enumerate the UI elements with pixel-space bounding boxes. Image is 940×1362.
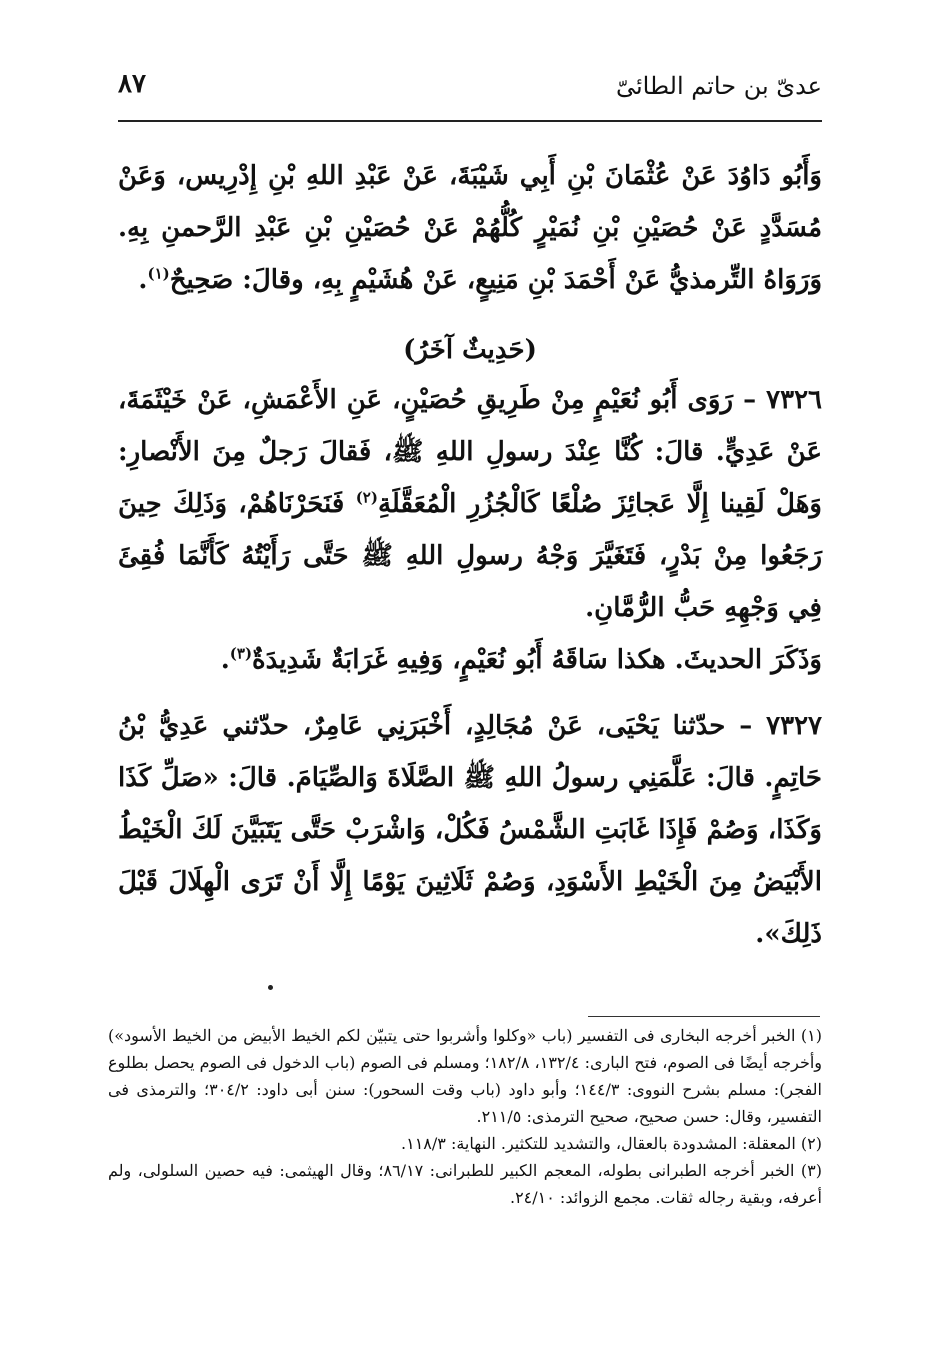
page-header xyxy=(118,58,822,122)
hadith-7327-text: ٧٣٢٧ – حدّثنا يَحْيَى، عَنْ مُجَالِدٍ، أَخْبَرَنِي عَامِرٌ، حدّثني عَدِيُّ بْنُ حَاتِمٍ. قالَ: عَلَّمَنِي رسولُ اللهِ ﷺ الصَّلَاةَ وَالصِّيَامَ. قالَ: «صَلِّ كَذَا وَكَذَا، وَصُمْ فَإِذَا غَابَتِ الشَّمْسُ فَكُلْ، وَاشْرَبْ حَتَّى يَتَبَيَّنَ لَكَ الْخَيْطُ الأَبْيَضُ مِنَ الْخَيْطِ الأَسْوَدِ، وَصُمْ ثَلَاثِينَ يَوْمًا إِلَّا أَنْ تَرَى الْهِلَالَ قَبْلَ ذَلِكَ». xyxy=(118,711,822,949)
footnote-2: (٢) المعقلة: المشدودة بالعقال، والتشديد للتكثير. النهاية: ١١٨/٣. xyxy=(401,1134,822,1153)
footnote-marker-2: (٢) xyxy=(355,488,378,507)
intro-paragraph: وَأَبُو دَاوُدَ عَنْ عُثْمَانَ بْنِ أَبِي شَيْبَةَ، عَنْ عَبْدِ اللهِ بْنِ إِدْرِيس، وَعَنْ مُسَدَّدٍ عَنْ حُصَيْنِ بْنِ نُمَيْرٍ كُلُّهُمْ عَنْ حُصَيْنِ بْنِ عَبْدِ الرَّحمنِ بِهِ. وَرَوَاهُ التِّرمذيُّ عَنْ أَحْمَدَ بْنِ مَنِيعٍ، عَنْ هُشَيْمٍ بِهِ، وقالَ: صَحِيحٌ$^{(١)}$. xyxy=(118,161,822,295)
running-title: عدىّ بن حاتم الطائىّ xyxy=(615,72,822,100)
footnote-marker-1: (١) xyxy=(147,264,170,283)
stray-dot xyxy=(268,985,273,990)
footnote-marker-3: (٣) xyxy=(229,644,253,663)
dhikr-text: وَذَكَرَ الحديثَ. هكذا سَاقَهُ أَبُو نُعَيْمٍ، وَفِيهِ غَرَابَةٌ شَدِيدَةٌ xyxy=(252,645,822,675)
hadith-7327 xyxy=(118,700,822,960)
hadith-7326-text: ٧٣٢٦ – رَوَى أَبُو نُعَيْمٍ مِنْ طَرِيقِ حُصَيْنٍ، عَنِ الأَعْمَشِ، عَنْ خَيْثَمَةَ، عَنْ عَدِيٍّ. قالَ: كُنَّا عِنْدَ رسولِ اللهِ ﷺ، فَقالَ رَجلٌ مِنَ الأَنْصارِ: وَهَلْ لَقِينا إِلَّا عَجائِزَ صُلْعًا كَالْجُزُرِ الْمُعَقَّلَةِ xyxy=(118,385,822,519)
main-text xyxy=(118,150,822,960)
footnote-3: (٣) الخبر أخرجه الطبرانى بطوله، المعجم الكبير للطبرانى: ٨٦/١٧؛ وقال الهيثمى: فيه حصين السلولى، ولم أعرفه، وبقية رجاله ثقات. مجمع الزوائد: ٢٤/١٠. xyxy=(108,1161,822,1207)
page-number: ٨٧ xyxy=(118,69,146,99)
hadith-7326 xyxy=(118,374,822,634)
footnote-divider xyxy=(588,1016,820,1017)
dhikr-line: وَذَكَرَ الحديثَ. هكذا سَاقَهُ أَبُو نُعَيْمٍ، وَفِيهِ غَرَابَةٌ شَدِيدَةٌ$^{(٣)}$. xyxy=(220,644,822,675)
footnotes xyxy=(108,1022,822,1211)
intro-text: وَأَبُو دَاوُدَ عَنْ عُثْمَانَ بْنِ أَبِي شَيْبَةَ، عَنْ عَبْدِ اللهِ بْنِ إِدْرِيس، وَعَنْ مُسَدَّدٍ عَنْ حُصَيْنِ بْنِ نُمَيْرٍ كُلُّهُمْ عَنْ حُصَيْنِ بْنِ عَبْدِ الرَّحمنِ بِهِ. وَرَوَاهُ التِّرمذيُّ عَنْ أَحْمَدَ بْنِ مَنِيعٍ، عَنْ هُشَيْمٍ بِهِ، وقالَ: صَحِيحٌ xyxy=(118,161,822,295)
hadith-7326-continuation: فَنَحَرْنَاهُمْ، وَذَلِكَ حِينَ رَجَعُوا مِنْ بَدْرٍ، فَتَغَيَّرَ وَجْهُ رسولِ اللهِ ﷺ حَتَّى رَأَيْتُهُ كَأَنَّمَا فُقِئَ فِي وَجْهِهِ حَبُّ الرُّمَّانِ. xyxy=(118,489,822,623)
footnote-1: (١) الخبر أخرجه البخارى فى التفسير (باب «وكلوا وأشربوا حتى يتبيّن لكم الخيط الأبيض من الخيط الأسود») وأخرجه أيضًا فى الصوم، فتح البارى: ١٣٢/٤، ١٨٢/٨؛ ومسلم فى الصوم (باب الدخول فى الصوم يحصل بطلوع الفجر): مسلم بشرح النووى: ١٤٤/٣؛ وأبو داود (باب وقت السحور): سنن أبى داود: ٣٠٤/٢؛ والترمذى فى التفسير، وقال: حسن صحيح، صحيح الترمذى: ٢١١/٥. xyxy=(108,1026,823,1126)
header-divider xyxy=(118,120,822,122)
section-heading: (حَدِيثٌ آخَرُ) xyxy=(403,335,537,365)
